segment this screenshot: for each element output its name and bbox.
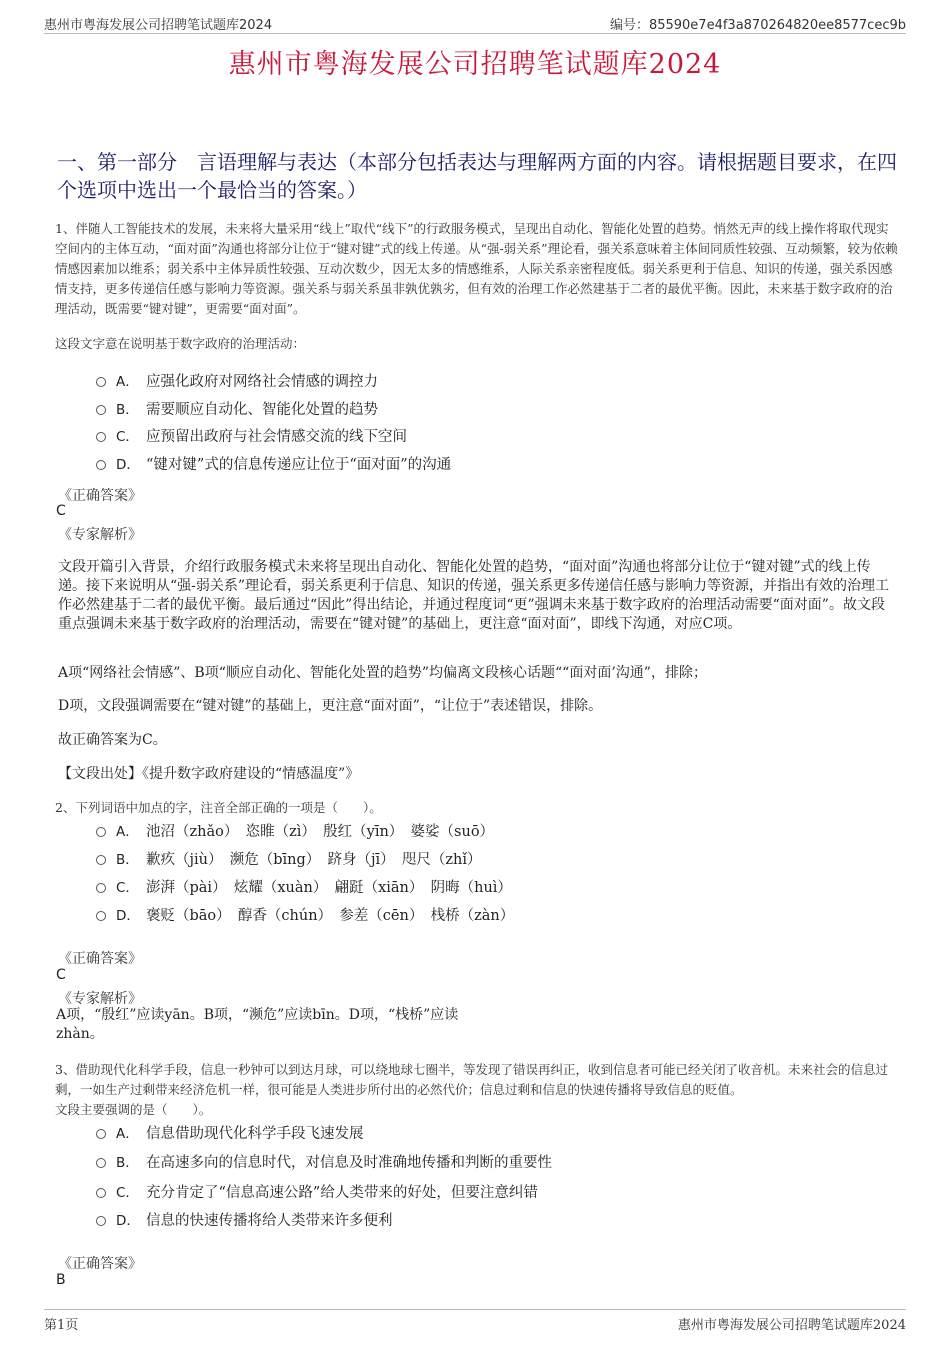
radio-icon[interactable] <box>96 377 106 387</box>
q1-analysis-paragraph: 故正确答案为C。 <box>58 732 167 748</box>
radio-icon[interactable] <box>96 827 106 837</box>
option-text: 在高速多向的信息时代，对信息及时准确地传播和判断的重要性 <box>146 1154 552 1171</box>
header-rule <box>44 33 906 34</box>
option-letter: A． <box>116 374 139 390</box>
radio-icon[interactable] <box>96 911 106 921</box>
q1-analysis-paragraph: A项“网络社会情感”、B项“顺应自动化、智能化处置的趋势”均偏离文段核心话题““面对面’沟通”，排除； <box>58 665 707 681</box>
q1-option-b[interactable] <box>96 397 378 419</box>
section-heading: 一、第一部分 言语理解与表达（本部分包括表达与理解两方面的内容。请根据题目要求，在四个选项中选出一个最恰当的答案。） <box>57 150 897 202</box>
option-text: 需要顺应自动化、智能化处置的趋势 <box>146 401 378 418</box>
q3-option-b[interactable] <box>96 1150 552 1172</box>
page-number: 第1页 <box>44 1318 79 1333</box>
header-doc-number: 编号：85590e7e4f3a870264820ee8577cec9b <box>609 18 906 33</box>
q2-option-a[interactable] <box>96 819 494 841</box>
q1-answer-value: C <box>56 503 66 519</box>
option-text: 澎湃（pài） 炫耀（xuàn） 翩跹（xiān） 阴晦（huì） <box>146 879 512 896</box>
q3-answer-value: B <box>56 1272 66 1288</box>
q2-analysis-label: 《专家解析》 <box>58 991 142 1007</box>
radio-icon[interactable] <box>96 460 106 470</box>
option-text: 应强化政府对网络社会情感的调控力 <box>146 373 378 390</box>
option-text: 歉疚（jiù） 濒危（bīng） 跻身（jī） 咫尺（zhǐ） <box>146 851 482 868</box>
footer-title: 惠州市粤海发展公司招聘笔试题库2024 <box>677 1318 906 1333</box>
radio-icon[interactable] <box>96 432 106 442</box>
q2-option-c[interactable] <box>96 875 512 897</box>
q1-option-a[interactable] <box>96 369 378 391</box>
q3-option-a[interactable] <box>96 1121 364 1143</box>
q3-passage: 3、借助现代化科学手段，信息一秒钟可以到达月球，可以绕地球七圈半，等发现了错误再纠正，收到信息者可能已经关闭了收音机。未来社会的信息过剩，一如生产过剩带来经济危机一样，很可能是人类进步所付出的必然代价；信息过剩和信息的快速传播将导致信息的贬值。 <box>55 1062 888 1097</box>
radio-icon[interactable] <box>96 1129 106 1139</box>
q2-option-b[interactable] <box>96 847 482 869</box>
option-letter: A． <box>116 824 139 840</box>
page-title: 惠州市粤海发展公司招聘笔试题库2024 <box>228 49 722 80</box>
option-letter: C． <box>116 880 139 896</box>
option-text: “键对键”式的信息传递应让位于“面对面”的沟通 <box>146 456 452 473</box>
option-letter: C． <box>116 1185 139 1201</box>
option-letter: C． <box>116 429 139 445</box>
q1-option-d[interactable] <box>96 452 451 474</box>
q1-passage: 1、伴随人工智能技术的发展，未来将大量采用“线上”取代“线下”的行政服务模式，呈现出自动化、智能化处置的趋势。悄然无声的线上操作将取代现实空间内的主体互动，“面对面”沟通也将部分让位于“键对键”式的线上传递。从“强-弱关系”理论看，强关系意味着主体间同质性较强、互动频繁，较为依赖情感因素加以维系；弱关系中主体异质性较强、互动次数少，因无太多的情感维系，人际关系亲密程度低。弱关系更利于信息、知识的传递，强关系因感情支持，更多传递信任感与影响力等资源。强关系与弱关系虽非孰优孰劣，但有效的治理工作必然建基于二者的最优平衡。因此，未来基于数字政府的治理活动，既需要“键对键”，更需要“面对面”。 <box>55 221 898 316</box>
radio-icon[interactable] <box>96 1188 106 1198</box>
radio-icon[interactable] <box>96 1216 106 1226</box>
q3-question: 文段主要强调的是（ ）。 <box>55 1102 212 1117</box>
q1-option-c[interactable] <box>96 424 407 446</box>
option-text: 应预留出政府与社会情感交流的线下空间 <box>146 428 407 445</box>
option-letter: A． <box>116 1126 139 1142</box>
radio-icon[interactable] <box>96 855 106 865</box>
q2-analysis: A项，“殷红”应读yān。B项，“濒危”应读bīn。D项，“栈桥”应读zhàn。 <box>56 1007 459 1042</box>
q2-answer-label: 《正确答案》 <box>58 951 142 967</box>
radio-icon[interactable] <box>96 883 106 893</box>
option-text: 信息的快速传播将给人类带来许多便利 <box>146 1212 393 1229</box>
q1-analysis-paragraph: 文段开篇引入背景，介绍行政服务模式未来将呈现出自动化、智能化处置的趋势，“面对面”沟通也将部分让位于“键对键”式的线上传递。接下来说明从“强-弱关系”理论看，弱关系更利于信息、知识的传递，强关系更多传递信任感与影响力等资源，并指出有效的治理工作必然建基于二者的最优平衡。最后通过“因此”得出结论，并通过程度词“更”强调未来基于数字政府的治理活动需要“面对面”。故文段重点强调未来基于数字政府的治理活动，需要在“键对键”的基础上，更注意“面对面”，即线下沟通，对应C项。 <box>58 559 890 632</box>
option-text: 池沼（zhǎo） 恣睢（zì） 殷红（yīn） 婆娑（suō） <box>146 823 495 840</box>
header-left-title: 惠州市粤海发展公司招聘笔试题库2024 <box>44 18 273 33</box>
radio-icon[interactable] <box>96 405 106 415</box>
q1-analysis-label: 《专家解析》 <box>58 527 142 543</box>
q3-option-d[interactable] <box>96 1208 393 1230</box>
q1-question: 这段文字意在说明基于数字政府的治理活动： <box>55 336 306 351</box>
option-letter: D． <box>116 457 140 473</box>
option-letter: B． <box>116 1155 139 1171</box>
q3-answer-label: 《正确答案》 <box>58 1256 142 1272</box>
q3-option-c[interactable] <box>96 1180 538 1202</box>
option-letter: D． <box>116 1213 140 1229</box>
option-letter: B． <box>116 402 139 418</box>
option-text: 充分肯定了“信息高速公路”给人类带来的好处，但要注意纠错 <box>146 1184 538 1201</box>
option-letter: D． <box>116 908 140 924</box>
q1-source: 【文段出处】《提升数字政府建设的“情感温度”》 <box>58 766 360 782</box>
q1-analysis-paragraph: D项，文段强调需要在“键对键”的基础上，更注意“面对面”，“让位于”表述错误，排除。 <box>58 698 603 714</box>
option-letter: B． <box>116 852 139 868</box>
q2-option-d[interactable] <box>96 903 514 925</box>
q1-answer-label: 《正确答案》 <box>58 488 142 504</box>
q2-question: 2、下列词语中加点的字，注音全部正确的一项是（ ）。 <box>55 800 382 815</box>
option-text: 褒贬（bāo） 醇香（chún） 参差（cēn） 栈桥（zàn） <box>146 907 515 924</box>
q2-answer-value: C <box>56 967 66 983</box>
footer-rule <box>44 1309 906 1310</box>
radio-icon[interactable] <box>96 1158 106 1168</box>
option-text: 信息借助现代化科学手段飞速发展 <box>146 1125 364 1142</box>
